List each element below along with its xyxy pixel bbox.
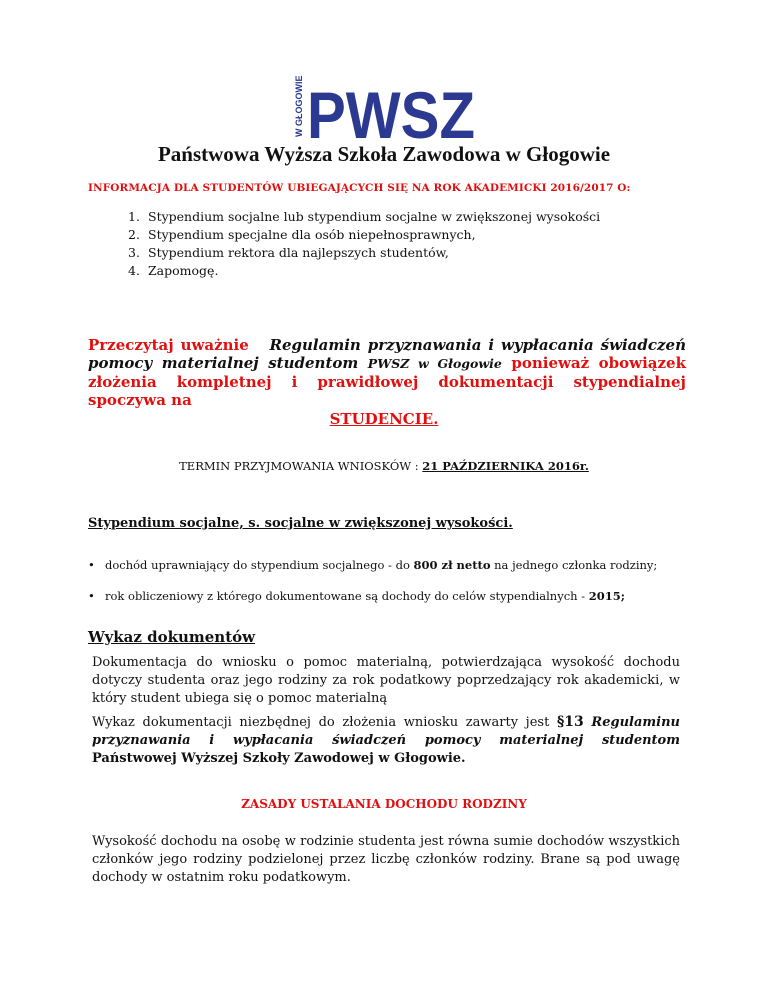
zasady-heading: ZASADY USTALANIA DOCHODU RODZINY [241,797,527,811]
list-item: 1. Stypendium socjalne lub stypendium socjalne w zwiększonej wysokości [128,209,601,224]
logo-side-text: W GŁOGOWIE [294,75,304,137]
list-item: 3. Stypendium rektora dla najlepszych studentów, [128,245,449,260]
logo-main-text: PWSZ [307,78,475,152]
page-title: Państwowa Wyższa Szkoła Zawodowa w Głogowie [157,142,611,166]
list-item: 4. Zapomogę. [128,263,219,278]
notice-paragraph: Przeczytaj uważnie Regulamin przyznawania i wypłacania świadczeń pomocy materialnej studentom PWSZ w Głogowie ponieważ obowiązek złożenia kompletnej i prawidłowej dokumentacji stypendialnej spoczywa na [88,336,686,409]
wykaz-heading: Wykaz dokumentów [88,628,256,646]
notice-student: STUDENCIE. [329,410,439,428]
pwsz-logo [287,75,477,152]
info-heading: INFORMACJA DLA STUDENTÓW UBIEGAJĄCYCH SIĘ NA ROK AKADEMICKI 2016/2017 O: [88,182,631,194]
list-item: 2. Stypendium specjalne dla osób niepełnosprawnych, [128,227,476,242]
list-item: • dochód uprawniający do stypendium socjalnego - do 800 zł netto na jednego członka rodziny; [88,558,658,572]
list-item: • rok obliczeniowy z którego dokumentowane są dochody do celów stypendialnych - 2015; [88,589,626,603]
wykaz-paragraph-2: Wykaz dokumentacji niezbędnej do złożenia wniosku zawarty jest §13 Regulaminu przyznawania i wypłacania świadczeń pomocy materialnej studentom Państwowej Wyższej Szkoły Zawodowej w Głogowie. [92,714,680,766]
deadline: TERMIN PRZYJMOWANIA WNIOSKÓW : 21 PAŹDZIERNIKA 2016r. [179,459,589,473]
scholarship-list [128,208,600,280]
stypendium-heading: Stypendium socjalne, s. socjalne w zwiększonej wysokości. [88,516,513,531]
zasady-paragraph: Wysokość dochodu na osobę w rodzinie studenta jest równa sumie dochodów wszystkich członków jego rodziny podzielonej przez liczbę członków rodziny. Brane są pod uwagę dochody w ostatnim roku podatkowym. [92,834,680,885]
deadline-date: 21 PAŹDZIERNIKA 2016r. [422,459,589,473]
wykaz-paragraph-1: Dokumentacja do wniosku o pomoc materialną, potwierdzająca wysokość dochodu dotyczy studenta oraz jego rodziny za rok podatkowy poprzedzający rok akademicki, w który student ubiega się o pomoc materialną [92,655,680,706]
